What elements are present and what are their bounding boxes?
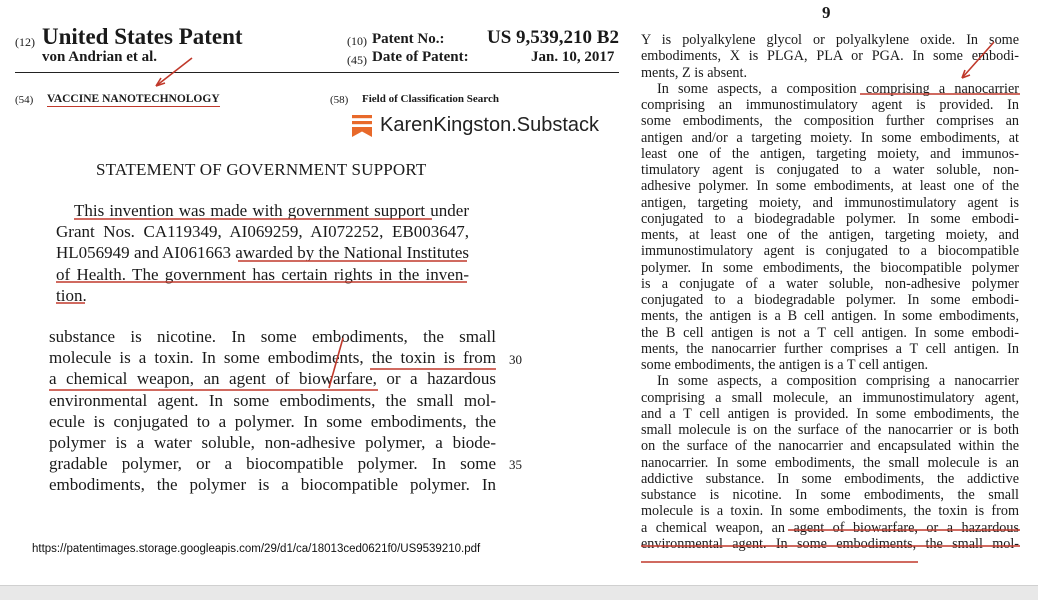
right-line: ments, at least one of the antigen, targeting moiety, and xyxy=(641,227,1019,243)
right-line: molecule is a toxin. In some embodiments, the toxin is from xyxy=(641,503,1019,520)
right-column-text xyxy=(641,32,1019,552)
right-line: least one of the antigen, targeting moiety, and immunos- xyxy=(641,145,1019,162)
right-line: immunostimulatory agent is conjugated to a biocompatible xyxy=(641,243,1019,260)
right-line: ments, the nanocarrier further comprises a T cell antigen. In xyxy=(641,340,1019,357)
right-line: substance is nicotine. In some embodiments, the small xyxy=(641,487,1019,503)
line-number-30: 30 xyxy=(509,352,522,367)
line-number-35: 35 xyxy=(509,457,522,472)
right-line: embodiments, X is PLGA, PLA or PGA. In some embodi- xyxy=(641,48,1019,65)
right-line: ments, Z is absent. xyxy=(641,64,747,81)
patent-title: United States Patent xyxy=(42,24,243,49)
gov-line: HL056949 and AI061663 awarded by the National Institutes xyxy=(56,243,469,263)
patent-date: Jan. 10, 2017 xyxy=(531,49,615,65)
gov-line: Grant Nos. CA119349, AI069259, AI072252, EB003647, xyxy=(56,222,469,242)
right-line: ments, the antigen is a B cell antigen. In some embodiments, xyxy=(641,308,1019,325)
right-line: nanocarrier. In some embodiments, the small molecule is an xyxy=(641,454,1019,471)
inventor-name: von Andrian et al. xyxy=(42,49,158,65)
right-line: some embodiments, the antigen is a T cell antigen. xyxy=(641,357,929,373)
right-line: addictive substance. In some embodiments, the addictive xyxy=(641,470,1019,487)
right-line: timulatory agent is conjugated to a water soluble, non- xyxy=(641,162,1019,178)
bookmark-icon xyxy=(352,115,372,137)
code-12: (12) xyxy=(15,35,35,49)
gov-support-heading: STATEMENT OF GOVERNMENT SUPPORT xyxy=(96,160,427,179)
right-line: polymer. In some embodiments, the biocompatible polymer xyxy=(641,259,1019,276)
patent-number: US 9,539,210 B2 xyxy=(487,27,619,48)
right-line: some embodiments, the composition further comprises an xyxy=(641,113,1019,130)
excerpt-line: substance is nicotine. In some embodiments, the small xyxy=(49,327,496,346)
right-line: the B cell antigen is not a T cell antigen. In some embodi- xyxy=(641,324,1019,341)
date-label: Date of Patent: xyxy=(372,49,469,65)
excerpt-line: a chemical weapon, an agent of biowarfare, or a hazardous xyxy=(49,369,496,389)
right-line: small molecule is on the surface of the nanocarrier or is both xyxy=(641,422,1019,438)
code-10: (10) xyxy=(347,34,367,48)
logo-text: KarenKingston.Substack xyxy=(380,114,600,136)
excerpt-line: molecule is a toxin. In some embodiments, the toxin is from xyxy=(49,348,496,368)
code-45: (45) xyxy=(347,53,367,67)
header-rule xyxy=(15,72,619,73)
patent-no-label: Patent No.: xyxy=(372,31,445,47)
gov-line: tion. xyxy=(56,285,87,305)
field-of-classification-label: Field of Classification Search xyxy=(362,93,499,105)
footer-bar xyxy=(0,585,1038,600)
invention-title: VACCINE NANOTECHNOLOGY xyxy=(47,93,220,105)
right-line: antigen and/or a targeting moiety. In some embodiments, at xyxy=(641,129,1019,146)
right-line: comprising an immunostimulatory agent is provided. In xyxy=(641,97,1019,113)
excerpt-line: environmental agent. In some embodiments, the small mol- xyxy=(49,390,496,410)
code-54: (54) xyxy=(15,94,34,106)
right-line: comprising a small molecule, an immunostimulatory agent, xyxy=(641,389,1019,406)
substack-logo xyxy=(352,114,599,137)
right-line: a chemical weapon, an agent of biowarfare, or a hazardous xyxy=(641,519,1019,536)
right-line: conjugated to a biodegradable polymer. In some embodi- xyxy=(641,292,1019,308)
gov-line: This invention was made with government support under xyxy=(74,201,469,220)
right-line: Y is polyalkylene glycol or polyalkylene oxide. In some xyxy=(641,32,1019,48)
right-line: is a conjugate of a water soluble, non-adhesive polymer xyxy=(641,275,1019,292)
excerpt-line: ecule is conjugated to a polymer. In some embodiments, the xyxy=(49,411,496,431)
right-line: on the surface of the nanocarrier and encapsulated within the xyxy=(641,438,1019,455)
excerpt-line: gradable polymer, or a biocompatible polymer. In some xyxy=(49,454,496,474)
right-line: conjugated to a biodegradable polymer. In some embodi- xyxy=(641,210,1019,227)
annotation-arrowhead xyxy=(156,78,165,86)
excerpt-line: polymer is a water soluble, non-adhesive polymer, a biode- xyxy=(49,433,496,453)
right-line: In some aspects, a composition comprising a nanocarrier xyxy=(657,373,1019,390)
right-line: antigen, targeting moiety, and immunostimulatory agent is xyxy=(641,194,1019,211)
right-line: adhesive polymer. In some embodiments, at least one of the xyxy=(641,178,1019,195)
left-excerpt-paragraph xyxy=(49,326,496,496)
code-58: (58) xyxy=(330,94,349,106)
excerpt-line: embodiments, the polymer is a biocompatible polymer. In xyxy=(49,475,496,495)
right-line: In some aspects, a composition comprising a nanocarrier xyxy=(657,80,1019,97)
right-line: environmental agent. In some embodiments, the small mol- xyxy=(641,535,1019,552)
right-line: and a T cell antigen is provided. In some embodiments, the xyxy=(641,405,1019,422)
gov-support-paragraph xyxy=(56,200,469,306)
gov-line: of Health. The government has certain rights in the inven- xyxy=(56,264,469,284)
source-url[interactable]: https://patentimages.storage.googleapis.com/29/d1/ca/18013ced0621f0/US9539210.pdf xyxy=(32,543,481,555)
page-number: 9 xyxy=(822,3,831,22)
